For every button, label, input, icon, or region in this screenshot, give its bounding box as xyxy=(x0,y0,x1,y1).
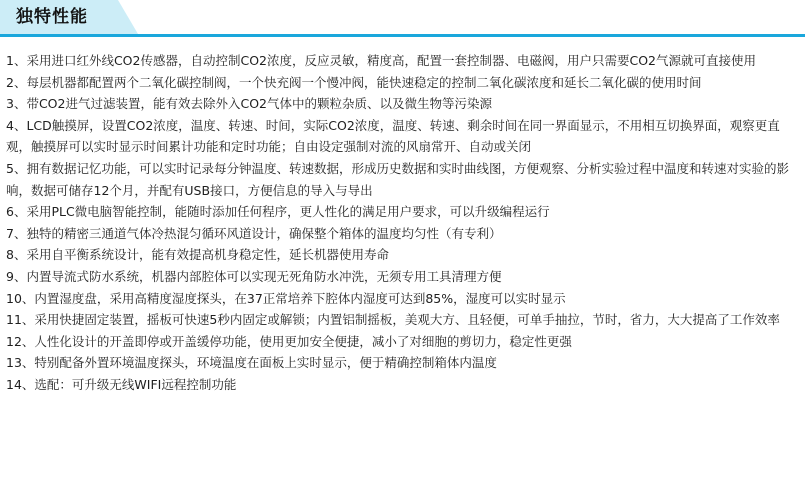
feature-list xyxy=(6,50,799,396)
feature-item-14: 14、选配：可升级无线WIFI远程控制功能 xyxy=(6,376,237,392)
feature-item-1: 1、采用进口红外线CO2传感器，自动控制CO2浓度，反应灵敏，精度高，配置一套控制器、电磁阀，用户只需要CO2气源就可直接使用 xyxy=(6,53,757,68)
feature-item-5: 5、拥有数据记忆功能，可以实时记录每分钟温度、转速数据，形成历史数据和实时曲线图，方便观察、分析实验过程中温度和转速对实验的影响，数据可储存12个月，并配有USB接口，方便信息的导入与导出 xyxy=(6,160,789,198)
feature-item-13: 13、特别配备外置环境温度探头，环境温度在面板上实时显示，便于精确控制箱体内温度 xyxy=(6,355,497,371)
section-title: 独特性能 xyxy=(16,7,88,27)
feature-item-12: 12、人性化设计的开盖即停或开盖缓停功能，使用更加安全便捷，减小了对细胞的剪切力，稳定性更强 xyxy=(6,333,572,349)
feature-item-3: 3、带CO2进气过滤装置，能有效去除外入CO2气体中的颗粒杂质、以及微生物等污染源 xyxy=(6,96,492,112)
feature-item-9: 9、内置导流式防水系统，机器内部腔体可以实现无死角防水冲洗，无须专用工具清理方便 xyxy=(6,268,502,284)
feature-item-10: 10、内置湿度盘，采用高精度湿度探头，在37正常培养下腔体内湿度可达到85%，湿度可以实时显示 xyxy=(6,290,566,306)
header-divider-line xyxy=(0,34,805,37)
section-header xyxy=(0,0,805,40)
feature-item-11: 11、采用快捷固定装置，摇板可快速5秒内固定或解锁；内置铝制摇板，美观大方、且轻便，可单手抽拉，节时，省力，大大提高了工作效率 xyxy=(6,312,780,328)
feature-item-2: 2、每层机器都配置两个二氧化碳控制阀，一个快充阀一个慢冲阀，能快速稳定的控制二氧化碳浓度和延长二氧化碳的使用时间 xyxy=(6,74,702,90)
feature-item-7: 7、独特的精密三通道气体冷热混匀循环风道设计，确保整个箱体的温度均匀性（有专利） xyxy=(6,225,502,241)
feature-item-4: 4、LCD触摸屏，设置CO2浓度，温度、转速、时间，实际CO2浓度，温度、转速、剩余时间在同一界面显示，不用相互切换界面，观察更直观，触摸屏可以实时显示时间累计功能和定时功能；自由设定强制对流的风扇常开、自动或关闭 xyxy=(6,117,780,155)
feature-item-8: 8、采用自平衡系统设计，能有效提高机身稳定性，延长机器使用寿命 xyxy=(6,247,389,263)
feature-item-6: 6、采用PLC微电脑智能控制，能随时添加任何程序，更人性化的满足用户要求，可以升级编程运行 xyxy=(6,204,550,220)
